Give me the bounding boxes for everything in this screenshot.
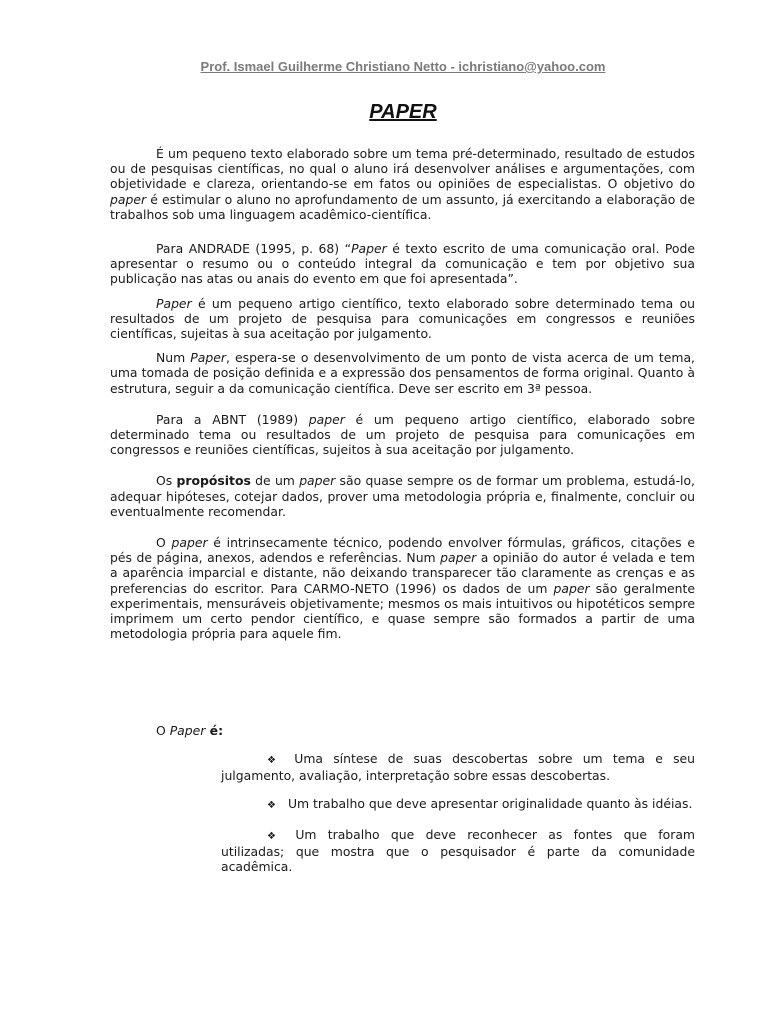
paragraph-short-article (110, 296, 695, 342)
paragraph-definition (110, 146, 695, 222)
paper-is-heading (156, 723, 223, 738)
strong-text: propósitos (176, 473, 251, 489)
author-line: Prof. Ismael Guilherme Christiano Netto - ichristiano@yahoo.com (200, 59, 606, 74)
paragraph-text: é intrinsecamente técnico, podendo envolver fórmulas, gráficos, citações e pés de página, anexos, adendos e referências. Num (110, 535, 695, 566)
emphasis-text: paper (308, 411, 345, 427)
paragraph-viewpoint (110, 350, 695, 396)
paragraph-text: é um pequeno artigo científico, texto elaborado sobre determinado tema ou resultados de um projeto de pesquisa para comunicações em congressos e reuniões científicas, sujeitas à sua aceitação por julgamento. (110, 295, 695, 342)
paragraph-text: é estimular o aluno no aprofundamento de um assunto, já exercitando a elaboração de trabalhos sob uma linguagem acadêmico-científica. (110, 191, 695, 222)
paragraph-purposes (110, 473, 695, 519)
paragraph-text: O (156, 535, 172, 551)
paragraph-text: É um pequeno texto elaborado sobre um tema pré-determinado, resultado de estudos ou de pesquisas científicas, no qual o aluno irá desenvolver análises e argumentações, com objetividade e clareza, orientando-se em fatos ou opiniões de especialistas. O objetivo do (110, 146, 695, 192)
paragraph-technical (110, 535, 695, 641)
emphasis-text: paper (553, 580, 590, 596)
paragraph-text: é um pequeno artigo científico, elaborado sobre determinado tema ou resultados de um projeto de pesquisa para comunicações em congressos e reuniões científicas, sujeitos à sua aceitação por julgamento. (110, 411, 695, 458)
bullet-item (221, 827, 695, 875)
emphasis-text: paper (171, 535, 208, 551)
paragraph-text: Num (156, 350, 191, 366)
paragraph-text: a opinião do autor é velada e tem a aparência imparcial e distante, não deixando transparecer tão claramente as crenças e as preferencias do escritor. Para CARMO-NETO (1996) os dados de um (110, 550, 695, 596)
emphasis-text: Paper (190, 350, 226, 366)
emphasis-text: Paper (156, 295, 192, 311)
diamond-bullet-icon: ❖ (267, 755, 283, 766)
page-title: PAPER (369, 101, 437, 123)
bullet-text: Um trabalho que deve reconhecer as fontes que foram utilizadas; que mostra que o pesquisador é parte da comunidade acadêmica. (221, 826, 695, 875)
paragraph-text: Para ANDRADE (1995, p. 68) “ (156, 241, 352, 257)
paragraph-text: , espera-se o desenvolvimento de um ponto de vista acerca de um tema, uma tomada de posição definida e a expressão dos pensamentos de forma original. Quanto à estrutura, seguir a da comunicação científica. Deve ser escrito em 3ª pessoa. (110, 350, 695, 396)
paragraph-text: Para a ABNT (1989) (156, 411, 309, 427)
bullet-text: Um trabalho que deve apresentar originalidade quanto às idéias. (287, 796, 693, 812)
heading-text: O (156, 723, 170, 738)
emphasis-text: paper (299, 473, 336, 489)
diamond-bullet-icon: ❖ (267, 800, 276, 812)
bullet-text: Uma síntese de suas descobertas sobre um tema e seu julgamento, avaliação, interpretação sobre essas descobertas. (221, 751, 695, 784)
paragraph-text: são geralmente experimentais, mensuráveis objetivamente; mesmos os mais intuitivos ou hipotéticos sempre imprimem um certo pendor científico, e quase sempre são formados a partir de uma metodologia própria para aquele fim. (110, 580, 695, 642)
paragraph-text: é texto escrito de uma comunicação oral. Pode apresentar o resumo ou o conteúdo integral da comunicação e tem por objetivo sua publicação nas atas ou anais do evento em que foi apresentada”. (110, 241, 695, 287)
paragraph-abnt (110, 412, 695, 458)
bullet-item (221, 796, 695, 813)
emphasis-text: paper (110, 191, 147, 207)
diamond-bullet-icon: ❖ (267, 830, 284, 842)
bullet-item (221, 751, 695, 783)
paragraph-andrade (110, 241, 695, 287)
document-body (110, 146, 695, 641)
author-header (0, 59, 768, 74)
paragraph-text: Os (156, 473, 177, 489)
paragraph-text: são quase sempre os de formar um problema, estudá-lo, adequar hipóteses, cotejar dados, prover uma metodologia própria e, finalmente, concluir ou eventualmente recomendar. (110, 473, 695, 519)
strong-text: é: (205, 723, 224, 738)
emphasis-text: paper (440, 550, 477, 566)
emphasis-text: Paper (351, 241, 387, 257)
bullet-list (221, 751, 695, 887)
emphasis-text: Paper (169, 723, 206, 738)
paragraph-text: de um (250, 473, 300, 489)
